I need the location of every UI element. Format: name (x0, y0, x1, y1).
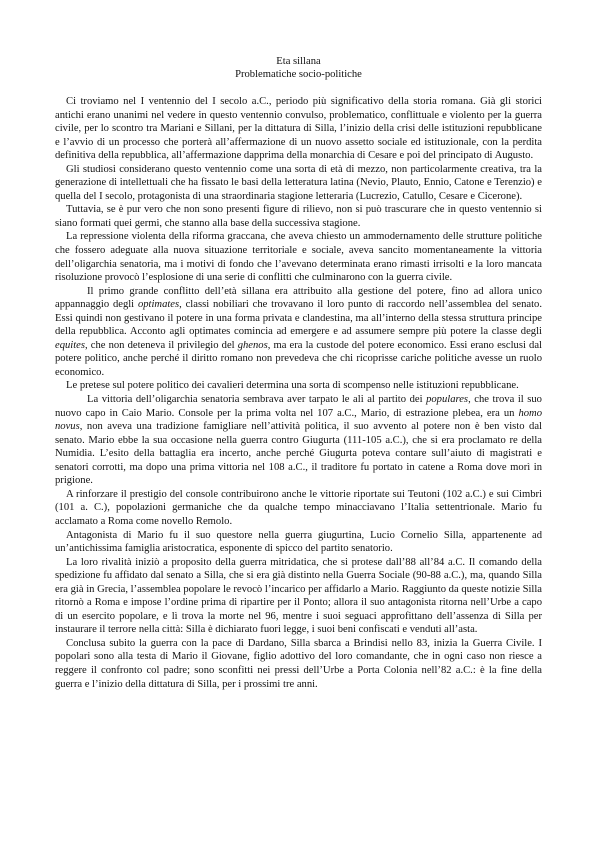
paragraph-text: La repressione violenta della riforma graccana, che aveva chiesto un ammodernamento delle strutture politiche che fossero adeguate alla nuova situazione territoriale e sociale, aveva sancito momentaneamente la vittoria dell’oligarchia senatoria, ma i motivi di fondo che l’avevano determinata erano rimasti irrisolti e la loro mancata risoluzione provocò l’esplosione di una serie di conflitti che culminarono con la guerra civile. (55, 231, 542, 284)
paragraph-text: La loro rivalità iniziò a proposito della guerra mitridatica, che si protese dall’88 all’84 a.C. Il comando della spedizione fu affidato dal senato a Silla, che si era già distinto nella Guerra Sociale (90-88 a.C.), ma, quando Silla era già in Grecia, l’assemblea popolare le revocò l’incarico per affidarlo a Mario. Raggiunto da queste notizie Silla ritornò a Roma e impose l’ordine prima di ripartire per il Ponto; allora il suo antagonista ritorna nell’Urbe a capo di un esercito popolare, e lì trova la morte nel 96, mentre i suoi seguaci approfittano dell’assenza di Silla per instaurare il terrore nella città: Silla è dichiarato fuori legge, i suoi beni confiscati e venduti all’asta. (55, 556, 542, 636)
paragraph-text: , che trova il suo nuovo capo in Caio Mario. Console per la prima volta nel 107 a.C., Mario, di estrazione plebea, era un (55, 394, 542, 419)
italic-term: equites (55, 339, 86, 351)
document-title: Eta sillana (276, 56, 321, 67)
paragraph-text: , che non deteneva il privilegio del (85, 339, 238, 351)
paragraph (55, 95, 542, 163)
paragraph-text: Antagonista di Mario fu il suo questore nella guerra giugurtina, Lucio Cornelio Silla, appartenente ad un’antichissima famiglia aristocratica, esponente di spicco del partito senatorio. (55, 529, 542, 555)
document-body (55, 95, 542, 691)
paragraph (55, 203, 542, 230)
paragraph (55, 488, 542, 529)
paragraph-text: Tuttavia, se è pur vero che non sono presenti figure di rilievo, non si può trascurare che in questo ventennio si siano formati quei germi, che stanno alla base della successiva stagione. (55, 204, 542, 229)
italic-term: optimates (137, 299, 180, 311)
paragraph-text: Il primo grande conflitto dell’età sillana era attribuito alla gestione del potere, fino ad allora unico appannaggio degli (55, 285, 542, 311)
paragraph-text: La vittoria dell’oligarchia senatoria sembrava aver tarpato le ali al partito dei (87, 394, 427, 406)
paragraph (55, 393, 542, 488)
paragraph (55, 637, 542, 691)
title-block (55, 55, 542, 81)
paragraph-text: Gli studiosi considerano questo ventennio come una sorta di età di mezzo, non particolarmente creativa, tra la generazione di intellettuali che ha fissato le basi della letteratura latina (Nevio, Plauto, Ennio, Catone e Terenzio) e quella del I secolo, protagonista di una straordinaria stagione letteraria (Lucrezio, Catullo, Cesare e Cicerone). (55, 163, 542, 202)
italic-term: homo novus (55, 407, 542, 433)
paragraph (55, 556, 542, 637)
paragraph (55, 163, 542, 204)
italic-term: ghenos (237, 339, 268, 351)
paragraph-text: Le pretese sul potere politico dei cavalieri determina una sorta di scompenso nelle istituzioni repubblicane. (66, 380, 519, 392)
paragraph-text: , non aveva una tradizione famigliare nell’attività politica, il suo avvento al potere non è ben visto dal senato. Mario ebbe la sua occasione nella guerra contro Giugurta (111-105 a.C.), che si era proclamato re della Numidia. L’esito della battaglia era incerto, anche perché Giugurta poteva contare sull’aiuto di magistrati e senatori corrotti, ma dopo una prima vittoria nel 108 a.C., il traditore fu portato in catene a Roma dove morì in prigione. (55, 421, 542, 487)
paragraph-text: , classi nobiliari che trovavano il loro punto di raccordo nell’assemblea del senato. Essi quindi non gestivano il potere in una forma privata e clandestina, ma all’interno della stessa struttura principe della repubblica. Acconto agli optimates comincia ad emergere e ad assumere sempre più potere la classe degli (55, 299, 542, 338)
paragraph (55, 285, 542, 380)
paragraph-text: A rinforzare il prestigio del console contribuirono anche le vittorie riportate sui Teutoni (102 a.C.) e sui Cimbri (101 a. C.), popolazioni germaniche che da qualche tempo minacciavano l’Italia settentrionale. Mario fu acclamato a Roma come novello Remolo. (55, 488, 542, 527)
paragraph (55, 230, 542, 284)
paragraph-text: Conclusa subito la guerra con la pace di Dardano, Silla sbarca a Brindisi nello 83, inizia la Guerra Civile. I popolari sono alla testa di Mario il Giovane, figlio adottivo del loro comandante, che in ogni caso non riesce a reggere il confronto col padre; sono sconfitti nei pressi dell’Urbe a Porta Colonia nell’82 a.C.: è la fine della guerra e l’inizio della dittatura di Silla, per i prossimi tre anni. (55, 637, 542, 690)
document-subtitle: Problematiche socio-politiche (235, 69, 362, 80)
italic-term: populares (426, 394, 469, 406)
paragraph (55, 379, 542, 393)
paragraph (55, 529, 542, 556)
paragraph-text: , ma era la custode del potere economico. Essi erano esclusi dal potere politico, anche perché il diritto romano non prevedeva che chi ricoprisse cariche politiche avesse un ruolo economico. (55, 339, 542, 378)
paragraph-text: Ci troviamo nel I ventennio del I secolo a.C., periodo più significativo della storia romana. Già gli storici antichi erano unanimi nel vedere in questo ventennio convulso, problematico, conflittuale e violento per la guerra civile, per lo scontro tra Mariani e Sillani, per la dittatura di Silla, l’inizio della crisi delle istituzioni repubblicane e l’avvio di un processo che porterà all’affermazione di un nuovo assetto sociale ed istituzionale, con la perdita definitiva della repubblica, all’affermazione dapprima della monarchia di Cesare e poi del principato di Augusto. (55, 96, 542, 162)
